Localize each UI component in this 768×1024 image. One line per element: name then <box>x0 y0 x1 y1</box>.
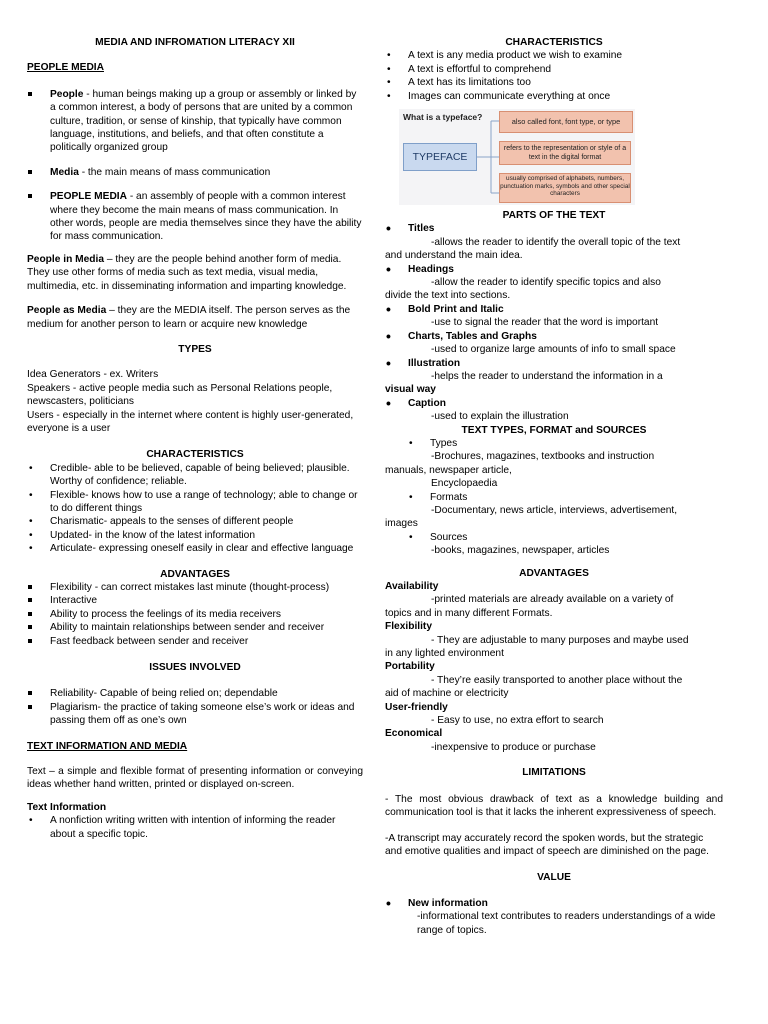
limitation-item: -A transcript may accurately record the spoken words, but the strategic and emotive qualities and impact of speech are diminished on the page. <box>385 832 709 857</box>
part-description-cont: divide the text into sections. <box>385 290 511 302</box>
advantage-item: Ability to maintain relationships between sender and receiver <box>27 621 363 634</box>
text-characteristic-item: • A text has its limitations too <box>385 76 723 89</box>
formats-description-cont: images <box>385 518 418 530</box>
type-item: Speakers - active people media such as Personal Relations people, newscasters, politicians <box>27 382 333 408</box>
people-media-heading: PEOPLE MEDIA <box>27 62 104 74</box>
advantage-description-cont: in any lighted environment <box>385 648 504 660</box>
advantage-description: - They’re easily transported to another place without the <box>431 674 683 686</box>
characteristic-item: • Credible- able to be believed, capable of being believed; plausible. Worthy of confidence; reliable. <box>27 462 363 489</box>
advantage-description-cont: aid of machine or electricity <box>385 688 509 700</box>
characteristics-list <box>27 462 363 556</box>
advantage-description: - Easy to use, no extra effort to search <box>431 715 604 727</box>
parts-heading: PARTS OF THE TEXT <box>502 210 606 222</box>
diagram-typeface-box: TYPEFACE <box>403 143 477 171</box>
people-as-media: People as Media – they are the MEDIA itself. The person serves as the medium for another person to learn or acquire new knowledge <box>27 305 351 330</box>
types-description: -Brochures, magazines, textbooks and instruction <box>431 451 655 463</box>
advantage-item: Interactive <box>27 594 363 607</box>
part-description: -helps the reader to understand the information in a <box>431 370 663 382</box>
part-title: • Bold Print and Italic <box>385 303 723 316</box>
diagram-box-alias: also called font, font type, or type <box>499 111 633 133</box>
advantage-description: -printed materials are already available on a variety of <box>431 594 674 606</box>
formats-label: • Formats <box>385 491 723 504</box>
type-item: Idea Generators - ex. Writers <box>27 369 159 381</box>
advantage-description: - They are adjustable to many purposes and maybe used <box>431 634 689 646</box>
text-definition: Text – a simple and flexible format of presenting information or conveying ideas whether hand written, printed or displayed on-screen. <box>27 766 363 791</box>
advantages-list <box>27 581 363 648</box>
text-information-item: • A nonfiction writing written with intention of informing the reader about a specific topic. <box>27 814 363 841</box>
characteristics-heading: CHARACTERISTICS <box>146 449 244 461</box>
text-advantages-heading: ADVANTAGES <box>519 567 589 579</box>
right-column <box>385 36 723 937</box>
part-description: -used to organize large amounts of info to small space <box>431 344 676 356</box>
part-title: • Headings <box>385 263 723 276</box>
advantage-description: -inexpensive to produce or purchase <box>431 741 596 753</box>
types-description-cont: manuals, newspaper article, <box>385 464 512 476</box>
part-title: • Illustration <box>385 357 723 370</box>
value-description: -informational text contributes to readers understandings of a wide range of topics. <box>417 911 716 936</box>
people-in-media: People in Media – they are the people behind another form of media. They use other forms of media such as text media, visual media, multimedia, etc. in disseminating information and imparting knowledge. <box>27 253 347 292</box>
text-characteristic-item: • Images can communicate everything at once <box>385 90 723 103</box>
characteristic-item: • Charismatic- appeals to the senses of different people <box>27 515 363 528</box>
text-types-heading: TEXT TYPES, FORMAT and SOURCES <box>461 424 647 436</box>
issues-list <box>27 687 363 727</box>
formats-description: -Documentary, news article, interviews, advertisement, <box>431 504 678 516</box>
diagram-box-definition: refers to the representation or style of a text in the digital format <box>499 141 631 165</box>
limitation-item: - The most obvious drawback of text as a knowledge building and communication tool is that it lacks the inherent expressiveness of speech. <box>385 793 723 819</box>
advantage-item: Ability to process the feelings of its media receivers <box>27 608 363 621</box>
advantage-item: Flexibility - can correct mistakes last minute (thought-process) <box>27 581 363 594</box>
left-column <box>27 36 363 841</box>
advantage-name: User-friendly <box>385 701 448 713</box>
part-description: -allow the reader to identify specific topics and also <box>431 277 661 289</box>
limitations-heading: LIMITATIONS <box>522 767 586 779</box>
text-characteristic-item: • A text is any media product we wish to examine <box>385 49 723 62</box>
part-description-cont: visual way <box>385 384 436 396</box>
part-description-cont: and understand the main idea. <box>385 250 523 262</box>
text-characteristics-heading: CHARACTERISTICS <box>505 37 603 48</box>
advantage-name: Economical <box>385 728 443 740</box>
part-title: • Caption <box>385 397 723 410</box>
definitions-list <box>27 88 363 244</box>
part-description: -use to signal the reader that the word is important <box>431 317 659 329</box>
value-heading: VALUE <box>537 872 571 884</box>
advantage-description-cont: topics and in many different Formats. <box>385 607 553 619</box>
characteristic-item: • Updated- in the know of the latest information <box>27 529 363 542</box>
characteristic-item: • Articulate- expressing oneself easily in clear and effective language <box>27 542 363 555</box>
types-label: • Types <box>385 437 723 450</box>
issue-item: Plagiarism- the practice of taking someone else’s work or ideas and passing them off as one’s own <box>27 701 363 728</box>
characteristic-item: • Flexible- knows how to use a range of technology; able to change or to do different things <box>27 489 363 516</box>
parts-list <box>385 222 723 423</box>
sources-label: • Sources <box>385 531 723 544</box>
type-item: Users - especially in the internet where content is highly user-generated, everyone is a user <box>27 409 354 434</box>
text-advantages-list <box>385 580 723 754</box>
definition-people: People - human beings making up a group or assembly or linked by a common interest, a body of persons that are united by a common culture, tradition, or sense of kinship, that typically have common language, institutions, and beliefs, and that often constitute a politically organized group <box>27 88 363 155</box>
part-description: -allows the reader to identify the overall topic of the text <box>431 236 681 248</box>
text-information-heading: TEXT INFORMATION AND MEDIA <box>27 740 188 752</box>
advantage-name: Availability <box>385 581 439 592</box>
issues-heading: ISSUES INVOLVED <box>149 662 241 674</box>
diagram-box-composition: usually comprised of alphabets, numbers, punctuation marks, symbols and other special characters <box>499 173 631 203</box>
advantage-item: Fast feedback between sender and receiver <box>27 635 363 648</box>
sources-description: -books, magazines, newspaper, articles <box>431 545 610 557</box>
definition-media: Media - the main means of mass communication <box>27 166 363 179</box>
advantages-heading: ADVANTAGES <box>160 568 230 580</box>
issue-item: Reliability- Capable of being relied on; dependable <box>27 687 363 700</box>
diagram-question: What is a typeface? <box>403 112 483 123</box>
text-characteristic-item: • A text is effortful to comprehend <box>385 63 723 76</box>
text-characteristics-list <box>385 49 723 103</box>
text-information-list <box>27 814 363 841</box>
types-heading: TYPES <box>178 343 212 355</box>
document-title: MEDIA AND INFROMATION LITERACY XII <box>95 37 295 48</box>
advantage-name: Flexibility <box>385 621 432 633</box>
definition-people-media: PEOPLE MEDIA - an assembly of people with a common interest where they become the main means of mass communication. In other words, people are media themselves since they have the ability for mass communication. <box>27 190 363 244</box>
value-list <box>385 897 723 910</box>
part-description: -used to explain the illustration <box>431 411 569 423</box>
typeface-diagram <box>399 109 635 205</box>
text-information-label: Text Information <box>27 801 107 813</box>
part-title: • Charts, Tables and Graphs <box>385 330 723 343</box>
part-title: • Titles <box>385 222 723 235</box>
value-item: • New information <box>385 897 723 910</box>
types-description-cont2: Encyclopaedia <box>431 478 498 490</box>
advantage-name: Portability <box>385 661 435 673</box>
types-list <box>27 368 363 435</box>
